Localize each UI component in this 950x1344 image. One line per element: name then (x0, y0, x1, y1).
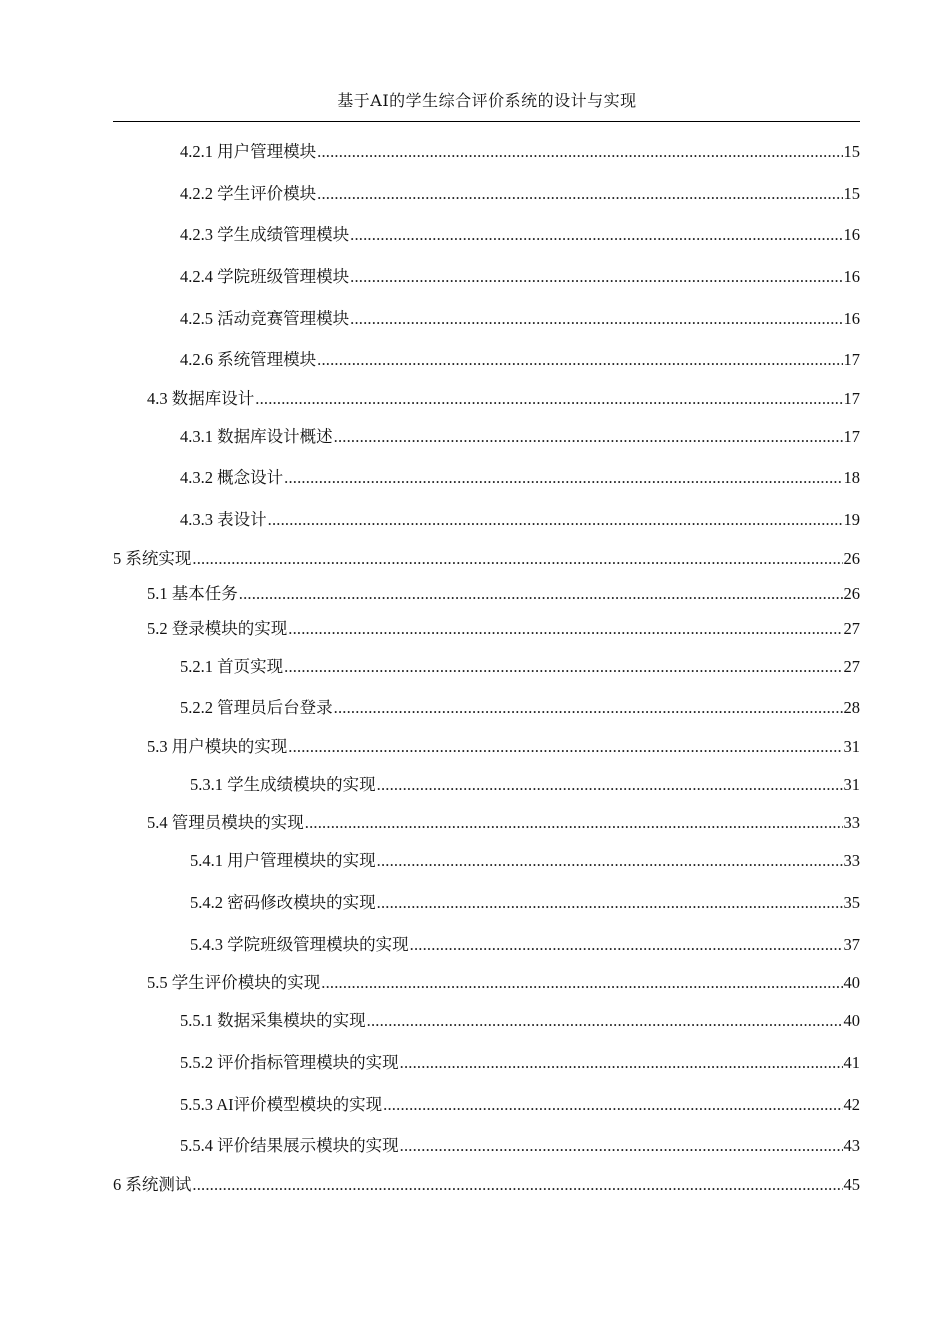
toc-number: 5.5.2 (180, 1053, 213, 1072)
toc-page-number: 43 (843, 1136, 860, 1155)
toc-number: 5.2 (147, 619, 168, 638)
toc-title: 管理员后台登录 (217, 698, 333, 717)
toc-leader (255, 388, 842, 410)
toc-page-number: 19 (843, 510, 860, 529)
toc-entry[interactable] (190, 934, 860, 956)
toc-page-number: 33 (843, 813, 860, 832)
toc-page-number: 18 (843, 468, 860, 487)
toc-page-number: 27 (843, 657, 860, 676)
toc-title: 系统管理模块 (217, 350, 317, 369)
toc-entry[interactable] (147, 972, 860, 994)
toc-leader (317, 141, 842, 163)
toc-leader (400, 1052, 843, 1074)
toc-title: 首页实现 (217, 657, 284, 676)
toc-number: 6 (113, 1175, 122, 1194)
toc-leader (377, 850, 843, 872)
toc-page-number: 40 (843, 1011, 860, 1030)
toc-title: 基本任务 (171, 584, 238, 603)
toc-entry[interactable] (180, 349, 860, 371)
toc-page-number: 16 (843, 225, 860, 244)
toc-title: 学生评价模块 (217, 184, 317, 203)
toc-page-number: 27 (843, 619, 860, 638)
toc-leader (288, 736, 842, 758)
toc-number: 4.2.5 (180, 309, 213, 328)
toc-entry[interactable] (147, 812, 860, 834)
toc-leader (192, 548, 842, 570)
toc-leader (317, 183, 842, 205)
toc-leader (383, 1094, 842, 1116)
toc-leader (192, 1174, 842, 1196)
toc-page-number: 28 (843, 698, 860, 717)
toc-number: 4.2.1 (180, 142, 213, 161)
toc-title: AI评价模型模块的实现 (216, 1095, 383, 1114)
toc-number: 5.5 (147, 973, 168, 992)
toc-page-number: 17 (843, 350, 860, 369)
toc-title: 数据库设计 (171, 389, 255, 408)
toc-title: 用户管理模块 (217, 142, 317, 161)
toc-number: 5.5.4 (180, 1136, 213, 1155)
toc-entry[interactable] (190, 850, 860, 872)
toc-number: 5.4.2 (190, 893, 223, 912)
toc-number: 4.3.3 (180, 510, 213, 529)
toc-leader (288, 618, 842, 640)
toc-title: 概念设计 (217, 468, 284, 487)
toc-number: 5.5.1 (180, 1011, 213, 1030)
toc-title: 数据采集模块的实现 (217, 1011, 366, 1030)
toc-leader (367, 1010, 843, 1032)
toc-number: 5.3 (147, 737, 168, 756)
toc-title: 学院班级管理模块 (217, 267, 350, 286)
toc-leader (334, 426, 843, 448)
toc-page-number: 40 (843, 973, 860, 992)
toc-leader (350, 308, 842, 330)
toc-leader (284, 656, 842, 678)
toc-entry[interactable] (190, 892, 860, 914)
toc-title: 评价结果展示模块的实现 (217, 1136, 399, 1155)
toc-title: 学院班级管理模块的实现 (227, 935, 409, 954)
toc-number: 5 (113, 549, 122, 568)
toc-entry[interactable] (180, 266, 860, 288)
toc-entry[interactable] (113, 1174, 860, 1196)
toc-title: 系统实现 (125, 549, 192, 568)
toc-entry[interactable] (147, 618, 860, 640)
toc-entry[interactable] (180, 1135, 860, 1157)
toc-page-number: 33 (843, 851, 860, 870)
toc-page-number: 31 (843, 737, 860, 756)
toc-title: 系统测试 (125, 1175, 192, 1194)
toc-number: 4.3 (147, 389, 168, 408)
toc-leader (321, 972, 842, 994)
toc-leader (334, 697, 843, 719)
toc-leader (350, 224, 842, 246)
toc-page-number: 26 (843, 584, 860, 603)
toc-page-number: 37 (843, 935, 860, 954)
toc-entry[interactable] (180, 1094, 860, 1116)
toc-title: 管理员模块的实现 (171, 813, 304, 832)
toc-number: 5.3.1 (190, 775, 223, 794)
toc-entry[interactable] (113, 548, 860, 570)
toc-page-number: 17 (843, 427, 860, 446)
toc-page-number: 42 (843, 1095, 860, 1114)
toc-page-number: 31 (843, 775, 860, 794)
toc-leader (410, 934, 843, 956)
toc-number: 4.2.2 (180, 184, 213, 203)
toc-entry[interactable] (180, 426, 860, 448)
toc-leader (350, 266, 842, 288)
toc-leader (400, 1135, 843, 1157)
toc-page-number: 45 (843, 1175, 860, 1194)
toc-title: 学生成绩模块的实现 (227, 775, 376, 794)
toc-number: 4.3.1 (180, 427, 213, 446)
toc-page-number: 17 (843, 389, 860, 408)
toc-number: 5.5.3 (180, 1095, 213, 1114)
toc-entry[interactable] (180, 183, 860, 205)
toc-title: 活动竞赛管理模块 (217, 309, 350, 328)
toc-number: 4.2.6 (180, 350, 213, 369)
toc-title: 登录模块的实现 (171, 619, 288, 638)
toc-title: 用户模块的实现 (171, 737, 288, 756)
toc-number: 5.2.1 (180, 657, 213, 676)
toc-title: 数据库设计概述 (217, 427, 333, 446)
toc-leader (239, 583, 843, 605)
toc-number: 5.4.3 (190, 935, 223, 954)
toc-entry[interactable] (147, 583, 860, 605)
toc-entry[interactable] (180, 656, 860, 678)
toc-entry[interactable] (147, 388, 860, 410)
toc-page-number: 35 (843, 893, 860, 912)
toc-number: 5.2.2 (180, 698, 213, 717)
toc-leader (377, 892, 843, 914)
toc-leader (377, 774, 843, 796)
toc-number: 5.4.1 (190, 851, 223, 870)
toc-leader (284, 467, 842, 489)
toc-entry[interactable] (147, 736, 860, 758)
running-header: 基于AI的学生综合评价系统的设计与实现 (337, 91, 637, 110)
toc-title: 学生评价模块的实现 (171, 973, 321, 992)
toc-entry[interactable] (190, 774, 860, 796)
toc-number: 5.4 (147, 813, 168, 832)
toc-entry[interactable] (180, 141, 860, 163)
toc-entry[interactable] (180, 467, 860, 489)
toc-page-number: 15 (843, 142, 860, 161)
toc-page-number: 26 (843, 549, 860, 568)
toc-entry[interactable] (180, 1052, 860, 1074)
toc-entry[interactable] (180, 1010, 860, 1032)
toc-number: 4.2.3 (180, 225, 213, 244)
toc-page-number: 15 (843, 184, 860, 203)
toc-title: 用户管理模块的实现 (227, 851, 376, 870)
toc-number: 5.1 (147, 584, 168, 603)
toc-entry[interactable] (180, 308, 860, 330)
toc-page-number: 41 (843, 1053, 860, 1072)
toc-leader (268, 509, 843, 531)
toc-entry[interactable] (180, 697, 860, 719)
toc-title: 表设计 (217, 510, 267, 529)
toc-title: 密码修改模块的实现 (227, 893, 376, 912)
toc-number: 4.3.2 (180, 468, 213, 487)
toc-leader (317, 349, 842, 371)
toc-entry[interactable] (180, 509, 860, 531)
toc-title: 评价指标管理模块的实现 (217, 1053, 399, 1072)
toc-page-number: 16 (843, 309, 860, 328)
toc-title: 学生成绩管理模块 (217, 225, 350, 244)
toc-page-number: 16 (843, 267, 860, 286)
toc-number: 4.2.4 (180, 267, 213, 286)
toc-entry[interactable] (180, 224, 860, 246)
toc-leader (305, 812, 843, 834)
